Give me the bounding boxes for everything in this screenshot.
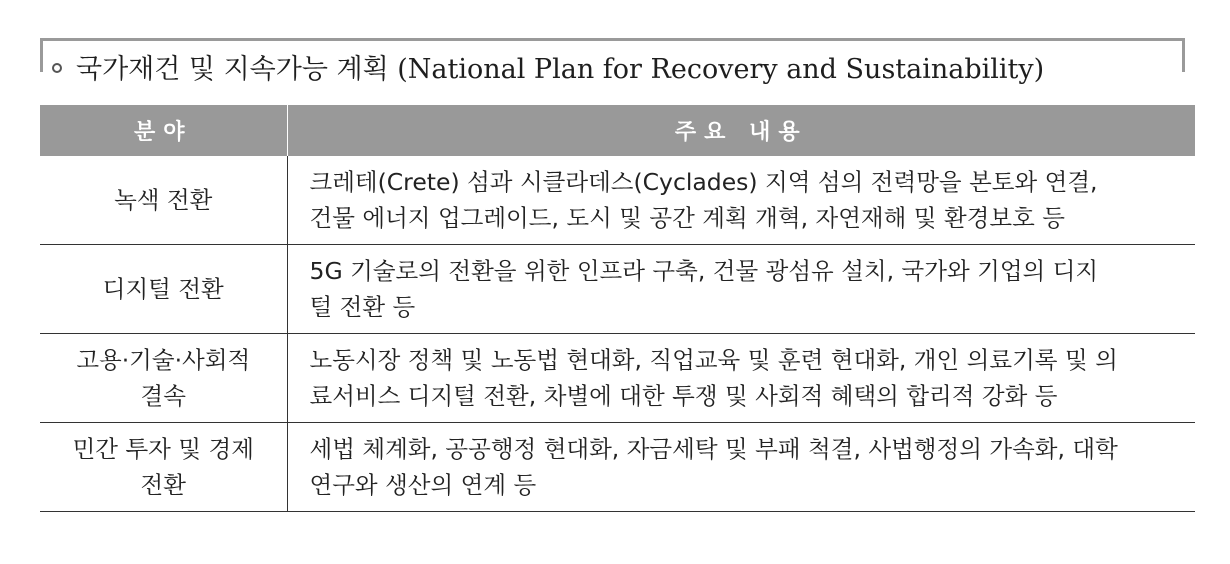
area-cell (40, 156, 287, 245)
area-cell (40, 423, 287, 512)
content-cell (287, 156, 1195, 245)
content-line: 건물 에너지 업그레이드, 도시 및 공간 계획 개혁, 자연재해 및 환경보호 등 (309, 204, 1065, 232)
area-label: 고용·기술·사회적 (76, 346, 251, 374)
bullet-circle-icon (52, 63, 62, 73)
content-cell (287, 423, 1195, 512)
content-line: 세법 체계화, 공공행정 현대화, 자금세탁 및 부패 척결, 사법행정의 가속화, 대학 (309, 435, 1118, 463)
table-row (40, 245, 1195, 334)
plan-table (40, 105, 1195, 512)
area-label: 민간 투자 및 경제 (72, 435, 254, 463)
table-header-row (40, 105, 1195, 156)
header-content: 주요 내용 (287, 105, 1195, 156)
table-row (40, 156, 1195, 245)
area-label: 전환 (140, 471, 186, 499)
area-cell (40, 245, 287, 334)
header-area: 분야 (40, 105, 287, 156)
content-line: 털 전환 등 (309, 293, 416, 321)
area-cell (40, 334, 287, 423)
table-row (40, 334, 1195, 423)
area-label: 디지털 전환 (102, 275, 224, 303)
content-line: 료서비스 디지털 전환, 차별에 대한 투쟁 및 사회적 혜택의 합리적 강화 등 (309, 382, 1058, 410)
section-title: 국가재건 및 지속가능 계획 (National Plan for Recovery and Sustainability) (76, 50, 1058, 90)
content-cell (287, 245, 1195, 334)
area-label: 녹색 전환 (114, 186, 213, 214)
area-label: 결속 (140, 382, 186, 410)
content-line: 크레테(Crete) 섬과 시클라데스(Cyclades) 지역 섬의 전력망을 본토와 연결, (309, 168, 1098, 196)
content-line: 연구와 생산의 연계 등 (309, 471, 537, 499)
content-line: 5G 기술로의 전환을 위한 인프라 구축, 건물 광섬유 설치, 국가와 기업의 디지 (309, 257, 1099, 285)
content-line: 노동시장 정책 및 노동법 현대화, 직업교육 및 훈련 현대화, 개인 의료기록 및 의 (309, 346, 1118, 374)
table-row (40, 423, 1195, 512)
content-cell (287, 334, 1195, 423)
